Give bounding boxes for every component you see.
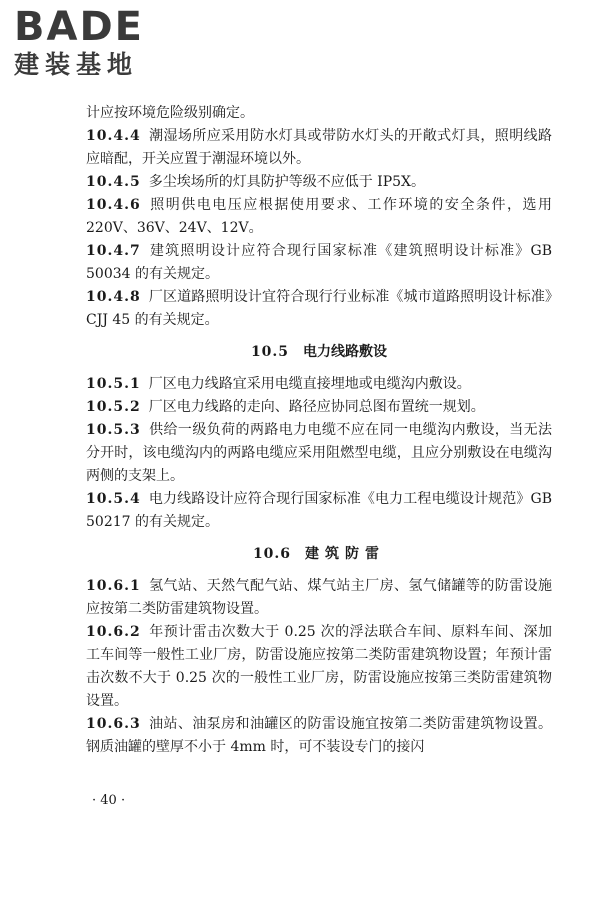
clause-number: 10.5.4: [86, 491, 141, 507]
clause-number: 10.4.6: [86, 197, 141, 213]
clause-number: 10.4.8: [86, 289, 141, 305]
clause-paragraph: [86, 240, 552, 286]
clause-paragraph: [86, 125, 552, 171]
clause-text: 厂区电力线路宜采用电缆直接埋地或电缆沟内敷设。: [148, 376, 471, 392]
clause-paragraph: [86, 194, 552, 240]
clause-text: 照明供电电压应根据使用要求、工作环境的安全条件，选用 220V、36V、24V、12V。: [86, 197, 552, 236]
logo-wordmark: BADE: [14, 4, 144, 50]
clause-paragraph: [86, 488, 552, 534]
section-title: 建筑防雷: [305, 546, 386, 562]
clause-paragraph: [86, 419, 552, 488]
section-number: 10.6: [252, 546, 292, 562]
clause-number: 10.4.7: [86, 243, 141, 259]
section-heading: [86, 341, 552, 364]
clause-text: 电力线路设计应符合现行国家标准《电力工程电缆设计规范》GB 50217 的有关规定。: [86, 491, 552, 530]
clause-paragraph: [86, 286, 552, 332]
clause-number: 10.6.3: [86, 716, 141, 732]
clause-text: 氢气站、天然气配气站、煤气站主厂房、氢气储罐等的防雷设施应按第二类防雷建筑物设置。: [86, 578, 552, 617]
clause-text: 计应按环境危险级别确定。: [86, 105, 254, 121]
section-heading: [86, 543, 552, 566]
clause-paragraph: [86, 713, 552, 759]
logo-subtitle: 建装基地: [14, 50, 139, 79]
bade-logo: [14, 6, 184, 88]
clause-paragraph: [86, 575, 552, 621]
clause-text: 多尘埃场所的灯具防护等级不应低于 IP5X。: [148, 174, 425, 190]
clause-paragraph: [86, 102, 552, 125]
document-body: [86, 102, 552, 759]
clause-text: 油站、油泵房和油罐区的防雷设施宜按第二类防雷建筑物设置。钢质油罐的壁厚不小于 4mm 时，可不装设专门的接闪: [86, 716, 552, 755]
clause-number: 10.4.4: [86, 128, 141, 144]
clause-number: 10.6.1: [86, 578, 141, 594]
clause-number: 10.5.3: [86, 422, 141, 438]
clause-number: 10.5.1: [86, 376, 141, 392]
section-title: 电力线路敷设: [303, 344, 388, 360]
clause-number: 10.4.5: [86, 174, 141, 190]
clause-text: 建筑照明设计应符合现行国家标准《建筑照明设计标准》GB 50034 的有关规定。: [86, 243, 552, 282]
clause-paragraph: [86, 171, 552, 194]
clause-paragraph: [86, 396, 552, 419]
clause-paragraph: [86, 621, 552, 713]
clause-text: 厂区道路照明设计宜符合现行行业标准《城市道路照明设计标准》CJJ 45 的有关规定。: [86, 289, 552, 328]
clause-number: 10.5.2: [86, 399, 141, 415]
clause-text: 供给一级负荷的两路电力电缆不应在同一电缆沟内敷设，当无法分开时，该电缆沟内的两路电缆应采用阻燃型电缆，且应分别敷设在电缆沟两侧的支架上。: [86, 422, 552, 484]
clause-text: 厂区电力线路的走向、路径应协同总图布置统一规划。: [148, 399, 485, 415]
clause-text: 潮湿场所应采用防水灯具或带防水灯头的开敞式灯具，照明线路应暗配，开关应置于潮湿环境以外。: [86, 128, 552, 167]
section-number: 10.5: [250, 344, 290, 360]
clause-text: 年预计雷击次数大于 0.25 次的浮法联合车间、原料车间、深加工车间等一般性工业厂房，防雷设施应按第二类防雷建筑物设置；年预计雷击次数不大于 0.25 次的一般性工业厂房，防雷设施应按第三类防雷建筑物设置。: [86, 624, 552, 709]
clause-number: 10.6.2: [86, 624, 141, 640]
page-number: · 40 ·: [92, 793, 126, 808]
clause-paragraph: [86, 373, 552, 396]
